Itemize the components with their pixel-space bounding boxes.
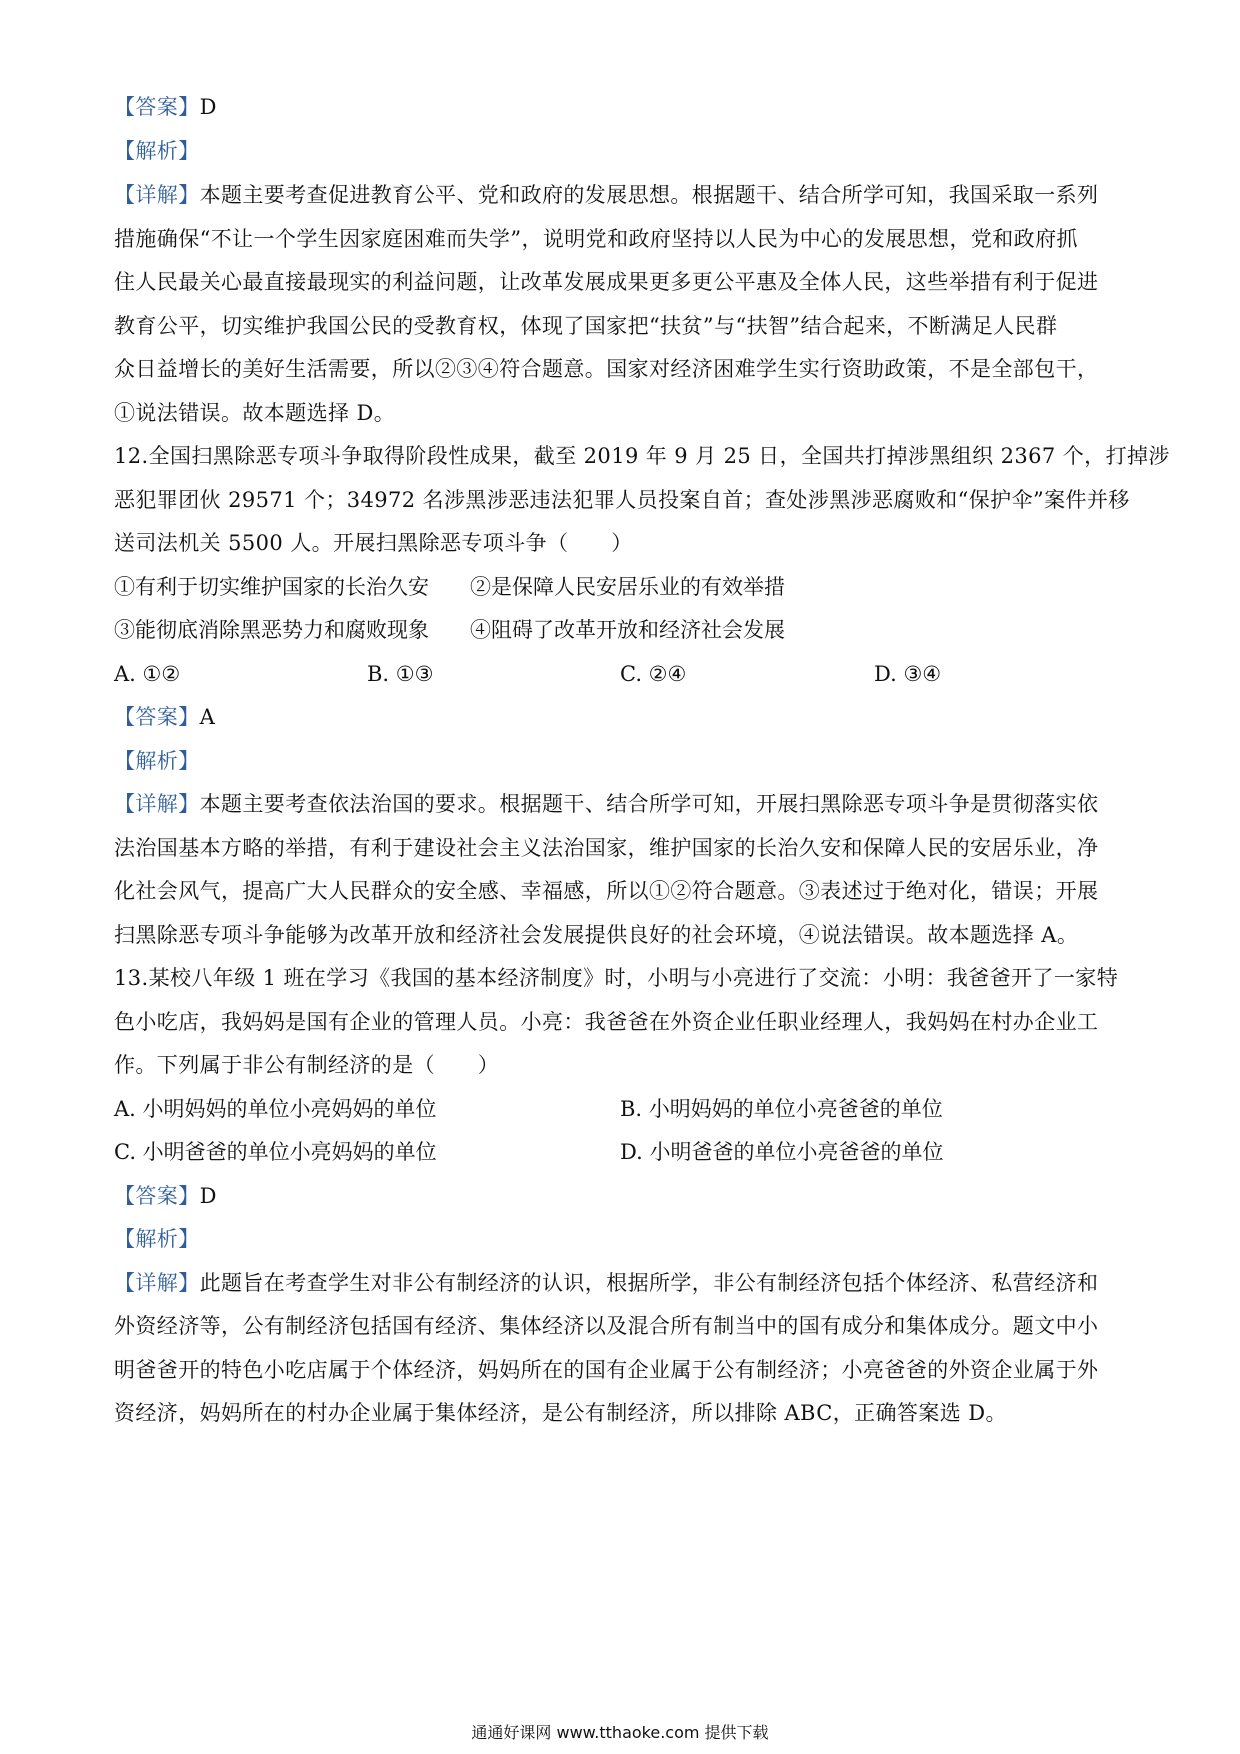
analysis-tag: 【解析】: [114, 139, 200, 163]
answer-tag: 【答案】: [114, 95, 200, 119]
q12-detail-line: 法治国基本方略的举措，有利于建设社会主义法治国家，维护国家的长治久安和保障人民的安居乐业，净: [114, 836, 1099, 860]
answer-value: D: [199, 95, 217, 119]
q12-option-b: B. ①③: [367, 662, 434, 686]
q11-detail-line: 众日益增长的美好生活需要，所以②③④符合题意。国家对经济困难学生实行资助政策，不是全部包干，: [114, 357, 1099, 381]
q12-stem-line: 送司法机关 5500 人。开展扫黑除恶专项斗争（ ）: [114, 531, 633, 555]
detail-tag: 【详解】: [114, 183, 200, 207]
page-footer: 通通好课网 www.tthaoke.com 提供下载: [471, 1723, 769, 1742]
q11-detail-line: ①说法错误。故本题选择 D。: [114, 401, 396, 425]
q12-detail-line: 扫黑除恶专项斗争能够为改革开放和经济社会发展提供良好的社会环境，④说法错误。故本题选择 A。: [114, 923, 1079, 947]
answer-tag: 【答案】: [114, 1184, 200, 1208]
detail-tag: 【详解】: [114, 1271, 200, 1295]
q11-detail-line: 措施确保“不让一个学生因家庭困难而失学”，说明党和政府坚持以人民为中心的发展思想，党和政府抓: [114, 227, 1078, 251]
q13-answer: [114, 1181, 1134, 1211]
q12-stem-line: 12.全国扫黑除恶专项斗争取得阶段性成果，截至 2019 年 9 月 25 日，全国共打掉涉黑组织 2367 个，打掉涉: [114, 444, 1170, 468]
q12-option-a: A. ①②: [114, 662, 181, 686]
q12-statement: ④阻碍了改革开放和经济社会发展: [470, 618, 785, 642]
q12-option-c: C. ②④: [620, 662, 687, 686]
q13-detail-line: 资经济，妈妈所在的村办企业属于集体经济，是公有制经济，所以排除 ABC，正确答案选 D。: [114, 1401, 1007, 1425]
q12-detail-line: 化社会风气，提高广大人民群众的安全感、幸福感，所以①②符合题意。③表述过于绝对化，错误；开展: [114, 879, 1099, 903]
q13-stem-line: 色小吃店，我妈妈是国有企业的管理人员。小亮：我爸爸在外资企业任职业经理人，我妈妈在村办企业工: [114, 1010, 1099, 1034]
q12-option-d: D. ③④: [874, 662, 942, 686]
q11-detail-line: 教育公平，切实维护我国公民的受教育权，体现了国家把“扶贫”与“扶智”结合起来，不断满足人民群: [114, 314, 1058, 338]
q13-option-c: C. 小明爸爸的单位小亮妈妈的单位: [114, 1140, 437, 1164]
q12-statement: ①有利于切实维护国家的长治久安: [114, 575, 429, 599]
answer-tag: 【答案】: [114, 705, 200, 729]
q13-option-a: A. 小明妈妈的单位小亮妈妈的单位: [114, 1097, 437, 1121]
q12-analysis: [114, 746, 1134, 776]
analysis-tag: 【解析】: [114, 1227, 200, 1251]
q12-detail-line: 【详解】本题主要考查依法治国的要求。根据题干、结合所学可知，开展扫黑除恶专项斗争是贯彻落实依: [114, 792, 1099, 816]
q12-stem-line: 恶犯罪团伙 29571 个；34972 名涉黑涉恶违法犯罪人员投案自首；查处涉黑涉恶腐败和“保护伞”案件并移: [114, 488, 1130, 512]
q12-answer: [114, 702, 1134, 732]
q11-analysis: [114, 136, 1134, 166]
q11-answer: [114, 92, 1134, 122]
q12-statement: ③能彻底消除黑恶势力和腐败现象: [114, 618, 429, 642]
q13-analysis: [114, 1224, 1134, 1254]
q13-option-d: D. 小明爸爸的单位小亮爸爸的单位: [620, 1140, 944, 1164]
q13-option-b: B. 小明妈妈的单位小亮爸爸的单位: [620, 1097, 943, 1121]
q13-detail-line: 明爸爸开的特色小吃店属于个体经济，妈妈所在的国有企业属于公有制经济；小亮爸爸的外资企业属于外: [114, 1358, 1099, 1382]
q13-stem-line: 13.某校八年级 1 班在学习《我国的基本经济制度》时，小明与小亮进行了交流：小明：我爸爸开了一家特: [114, 966, 1119, 990]
q11-detail-line: 住人民最关心最直接最现实的利益问题，让改革发展成果更多更公平惠及全体人民，这些举措有利于促进: [114, 270, 1099, 294]
q13-detail-line: 外资经济等，公有制经济包括国有经济、集体经济以及混合所有制当中的国有成分和集体成分。题文中小: [114, 1314, 1099, 1338]
q13-detail-line: 【详解】此题旨在考查学生对非公有制经济的认识，根据所学，非公有制经济包括个体经济、私营经济和: [114, 1271, 1099, 1295]
q13-stem-line: 作。下列属于非公有制经济的是（ ）: [114, 1053, 500, 1077]
detail-tag: 【详解】: [114, 792, 200, 816]
answer-value: A: [199, 705, 216, 729]
q11-detail-line: 【详解】本题主要考查促进教育公平、党和政府的发展思想。根据题干、结合所学可知，我国采取一系列: [114, 183, 1099, 207]
analysis-tag: 【解析】: [114, 749, 200, 773]
q12-statement: ②是保障人民安居乐业的有效举措: [470, 575, 785, 599]
answer-value: D: [199, 1184, 217, 1208]
